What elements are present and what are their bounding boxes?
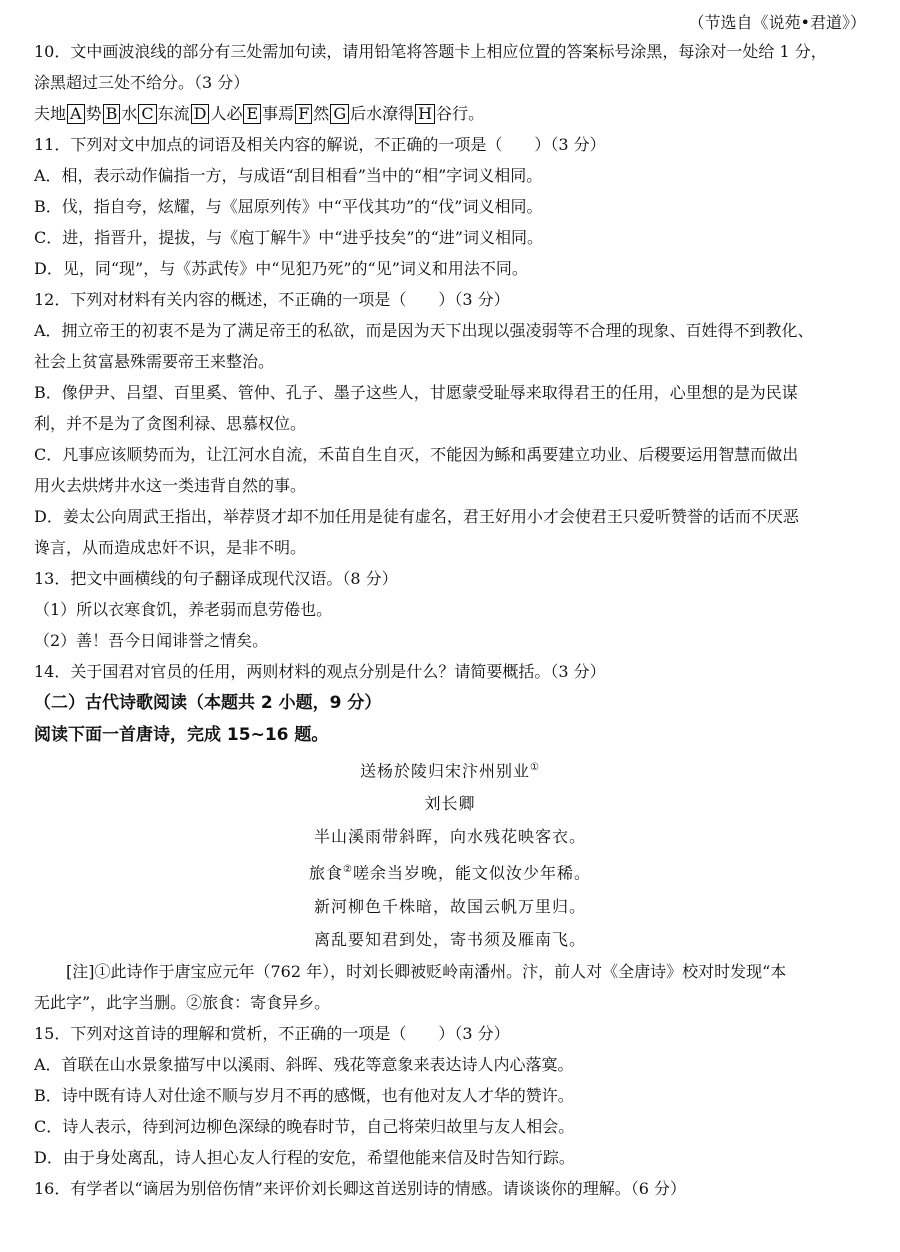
poem-author: 刘长卿 <box>424 794 476 814</box>
q16-stem: 16．有学者以“谪居为别倍伤情”来评价刘长卿这首送别诗的情感。请谈谈你的理解。（6 分） <box>34 1178 686 1198</box>
q13-sentence-2: （2）善！吾今日闻诽誉之情矣。 <box>34 631 269 650</box>
q15-option-d: D．由于身处离乱，诗人担心友人行程的安危，希望他能来信及时告知行踪。 <box>34 1147 575 1167</box>
section-title: （二）古代诗歌阅读（本题共 2 小题，9 分） <box>34 693 382 713</box>
q15-option-c: C．诗人表示，待到河边柳色深绿的晚春时节，自己将荣归故里与友人相会。 <box>34 1116 575 1136</box>
q12-option-a-line1: A．拥立帝王的初衷不是为了满足帝王的私欲，而是因为天下出现以强凌弱等不合理的现象、百姓得不到教化、 <box>34 321 814 340</box>
footnote-mark: ② <box>343 864 353 876</box>
segment-text: 水 <box>121 104 138 123</box>
q12-option-c-line2: 用火去烘烤井水这一类违背自然的事。 <box>34 476 307 495</box>
q11-option-d: D．见，同“现”，与《苏武传》中“见犯乃死”的“见”词义和用法不同。 <box>34 259 528 278</box>
poem-text: 旅食 <box>309 863 344 883</box>
footnote-mark: ① <box>530 762 540 773</box>
q12-option-b-line1: B．像伊尹、吕望、百里奚、管仲、孔子、墨子这些人，甘愿蒙受耻辱来取得君王的任用，心里想的是为民谋 <box>34 383 798 402</box>
answer-box-h[interactable]: H <box>415 104 435 124</box>
q12-option-c-line1: C．凡事应该顺势而为，让江河水自流，禾苗自生自灭，不能因为鲧和禹要建立功业、后稷要运用智慧而做出 <box>34 445 799 464</box>
q14-stem: 14．关于国君对官员的任用，两则材料的观点分别是什么？请简要概括。（3 分） <box>34 662 606 681</box>
section-instruction: 阅读下面一首唐诗，完成 15~16 题。 <box>34 725 329 745</box>
answer-box-c[interactable]: C <box>138 104 156 124</box>
segment-text: 人必 <box>210 104 243 123</box>
segment-text: 东流 <box>157 104 190 123</box>
q12-option-d-line2: 谗言，从而造成忠奸不识，是非不明。 <box>34 538 307 557</box>
segment-text: 夫地 <box>34 104 67 123</box>
answer-box-d[interactable]: D <box>191 104 210 124</box>
poem-text: 嗟余当岁晚，能文似汝少年稀。 <box>352 863 591 883</box>
q11-option-b: B．伐，指自夸，炫耀，与《屈原列传》中“平伐其功”的“伐”词义相同。 <box>34 197 543 216</box>
answer-box-a[interactable]: A <box>67 104 85 124</box>
poem-line-1: 半山溪雨带斜晖，向水残花映客衣。 <box>313 827 586 847</box>
q12-stem: 12．下列对材料有关内容的概述，不正确的一项是（ ）（3 分） <box>34 290 510 309</box>
q15-option-b: B．诗中既有诗人对仕途不顺与岁月不再的感慨，也有他对友人才华的赞许。 <box>34 1085 574 1105</box>
poem-note-line2: 无此字”，此字当删。②旅食：寄食异乡。 <box>34 992 331 1012</box>
q15-option-a: A．首联在山水景象描写中以溪雨、斜晖、残花等意象来表达诗人内心落寞。 <box>34 1054 574 1074</box>
answer-box-e[interactable]: E <box>243 104 261 124</box>
answer-box-f[interactable]: F <box>295 104 312 124</box>
q12-option-d-line1: D．姜太公向周武王指出，举荐贤才却不加任用是徒有虚名，君王好用小才会使君王只爱听赞誉的话而不厌恶 <box>34 507 799 526</box>
poem-line-2 <box>34 853 866 889</box>
q13-stem: 13．把文中画横线的句子翻译成现代汉语。（8 分） <box>34 569 398 588</box>
source-citation: （节选自《说苑•君道》） <box>688 13 866 32</box>
q13-sentence-1: （1）所以衣寒食饥，养老弱而息劳倦也。 <box>34 600 333 619</box>
q10-stem-line1: 10．文中画波浪线的部分有三处需加句读，请用铅笔将答题卡上相应位置的答案标号涂黑，每涂对一处给 1 分， <box>34 42 827 61</box>
segment-text: 谷行。 <box>436 104 485 123</box>
poem-title <box>34 751 866 787</box>
exam-page <box>34 10 866 1204</box>
q10-stem-line2: 涂黑超过三处不给分。（3 分） <box>34 73 250 92</box>
q10-sentence <box>34 98 866 129</box>
segment-text: 势 <box>85 104 102 123</box>
q12-option-b-line2: 利，并不是为了贪图利禄、思慕权位。 <box>34 414 307 433</box>
segment-text: 事焉 <box>262 104 295 123</box>
q12-option-a-line2: 社会上贫富悬殊需要帝王来整治。 <box>34 352 275 371</box>
segment-text: 后水潦得 <box>350 104 415 123</box>
q11-stem: 11．下列对文中加点的词语及相关内容的解说，不正确的一项是（ ）（3 分） <box>34 135 606 154</box>
q15-stem: 15．下列对这首诗的理解和赏析，不正确的一项是（ ）（3 分） <box>34 1023 510 1043</box>
poem-line-3: 新河柳色千株暗，故国云帆万里归。 <box>313 896 586 916</box>
poem-title-text: 送杨於陵归宋汴州别业 <box>360 761 531 781</box>
poem-line-4: 离乱要知君到处，寄书须及雁南飞。 <box>313 929 586 949</box>
answer-box-g[interactable]: G <box>330 104 349 124</box>
poem-note-line1: [注]①此诗作于唐宝应元年（762 年），时刘长卿被贬岭南潘州。汴，前人对《全唐诗》校对时发现“本 <box>66 961 787 981</box>
q11-option-c: C．进，指晋升，提拔，与《庖丁解牛》中“进乎技矣”的“进”词义相同。 <box>34 228 543 247</box>
answer-box-b[interactable]: B <box>103 104 121 124</box>
segment-text: 然 <box>313 104 330 123</box>
q11-option-a: A．相，表示动作偏指一方，与成语“刮目相看”当中的“相”字词义相同。 <box>34 166 543 185</box>
